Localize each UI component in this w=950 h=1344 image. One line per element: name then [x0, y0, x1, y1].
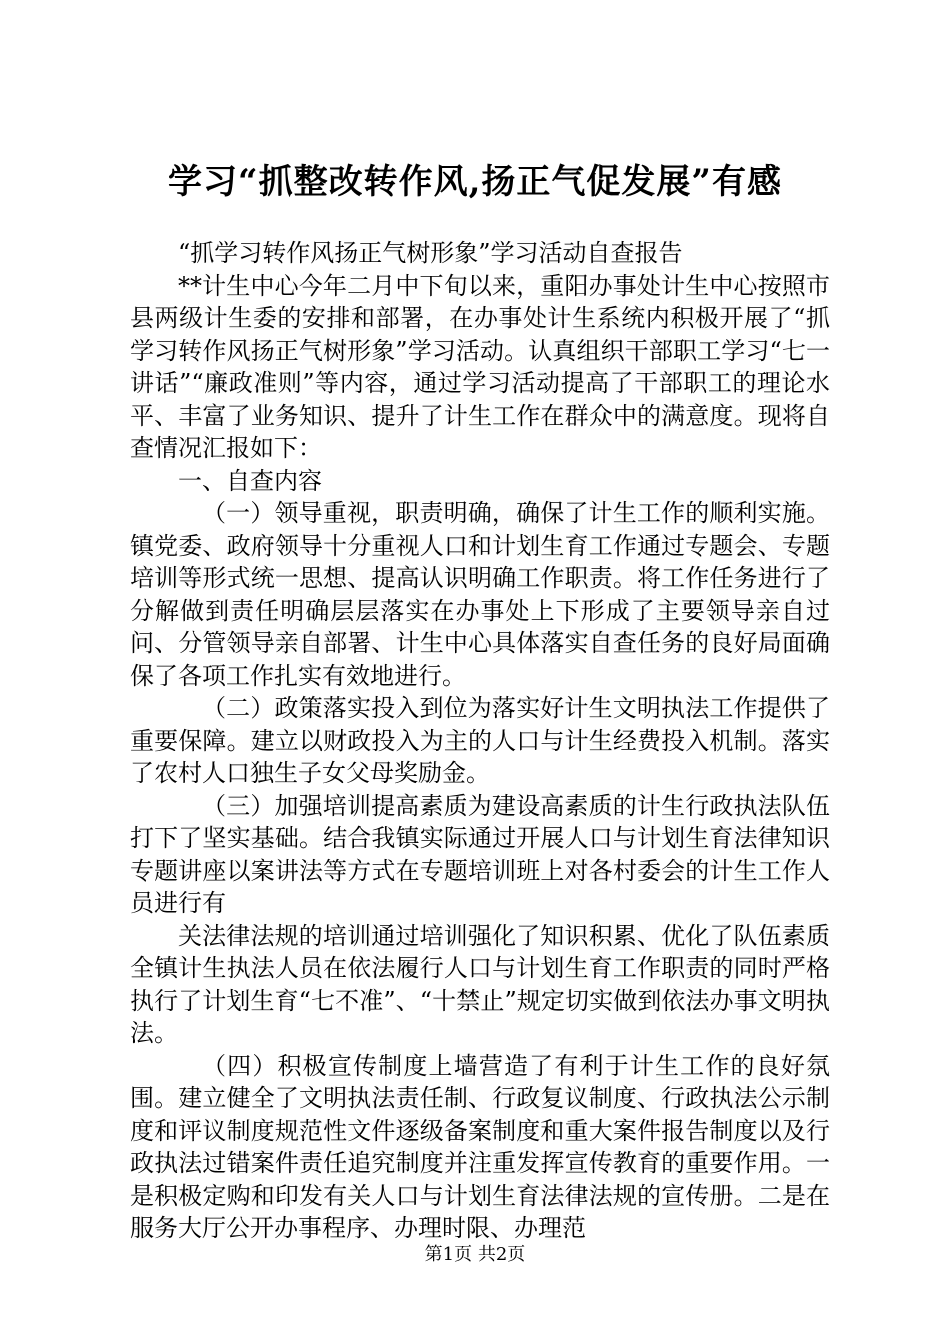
- page-number: 第1页 共2页: [424, 1244, 526, 1265]
- paragraph-item-3: （三）加强培训提高素质为建设高素质的计生行政执法队伍打下了坚实基础。结合我镇实际通过开展人口与计划生育法律知识专题讲座以案讲法等方式在专题培训班上对各村委会的计生工作人员进行有: [130, 791, 830, 917]
- paragraph-item-3-continued: 关法律法规的培训通过培训强化了知识积累、优化了队伍素质全镇计生执法人员在依法履行人口与计划生育工作职责的同时严格执行了计划生育“七不准”、“十禁止”规定切实做到依法办事文明执法。: [130, 921, 830, 1047]
- document-subtitle: “抓学习转作风扬正气树形象”学习活动自查报告: [178, 239, 683, 267]
- paragraph-item-2: （二）政策落实投入到位为落实好计生文明执法工作提供了重要保障。建立以财政投入为主的人口与计生经费投入机制。落实了农村人口独生子女父母奖励金。: [130, 694, 830, 787]
- paragraph-item-1: （一）领导重视，职责明确，确保了计生工作的顺利实施。镇党委、政府领导十分重视人口和计划生育工作通过专题会、专题培训等形式统一思想、提高认识明确工作职责。将工作任务进行了分解做到责任明确层层落实在办事处上下形成了主要领导亲自过问、分管领导亲自部署、计生中心具体落实自查任务的良好局面确保了各项工作扎实有效地进行。: [130, 499, 830, 690]
- section-heading: 一、自查内容: [178, 466, 322, 495]
- paragraph-item-4: （四）积极宣传制度上墙营造了有利于计生工作的良好氛围。建立健全了文明执法责任制、行政复议制度、行政执法公示制度和评议制度规范性文件逐级备案制度和重大案件报告制度以及行政执法过错案件责任追究制度并注重发挥宣传教育的重要作用。一是积极定购和印发有关人口与计划生育法律法规的宣传册。二是在服务大厅公开办事程序、办理时限、办理范: [130, 1051, 830, 1242]
- paragraph-intro: **计生中心今年二月中下旬以来，重阳办事处计生中心按照市县两级计生委的安排和部署，在办事处计生系统内积极开展了“抓学习转作风扬正气树形象”学习活动。认真组织干部职工学习“七一讲话”“廉政准则”等内容，通过学习活动提高了干部职工的理论水平、丰富了业务知识、提升了计生工作在群众中的满意度。现将自查情况汇报如下：: [130, 271, 830, 462]
- document-body: [130, 237, 830, 1245]
- document-title: 学习“抓整改转作风,扬正气促发展”有感: [168, 162, 782, 202]
